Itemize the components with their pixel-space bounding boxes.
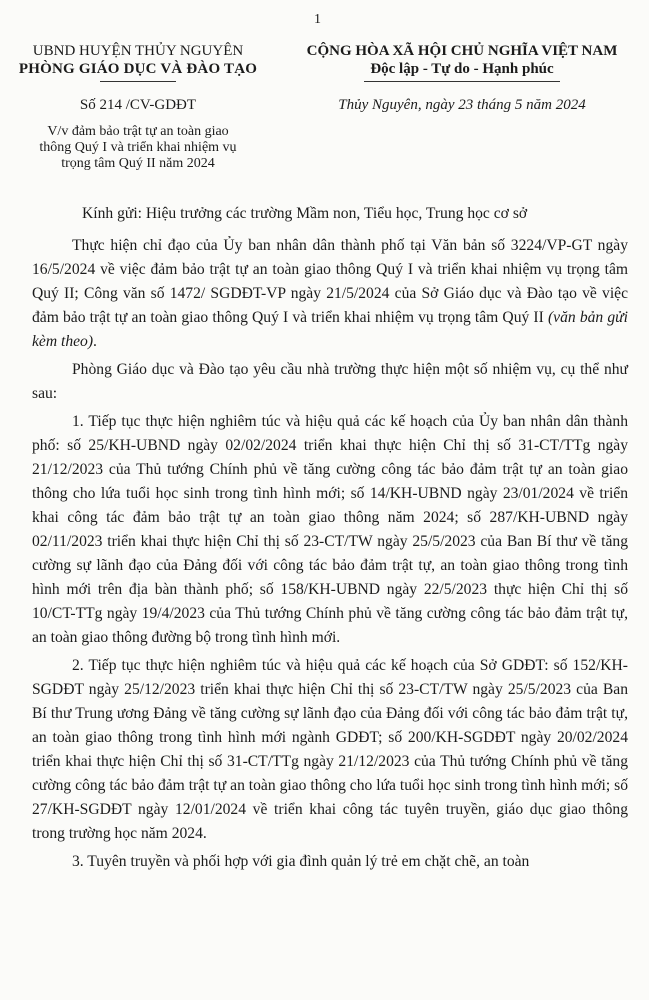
issuing-agency-block bbox=[8, 42, 268, 172]
document-subject bbox=[8, 124, 268, 172]
page-number: 1 bbox=[314, 12, 321, 27]
subject-line: thông Quý I và triển khai nhiệm vụ bbox=[39, 140, 237, 155]
subject-line: V/v đảm bảo trật tự an toàn giao bbox=[47, 124, 229, 139]
agency-name: PHÒNG GIÁO DỤC VÀ ĐÀO TẠO bbox=[18, 61, 258, 77]
place-and-date: Thủy Nguyên, ngày 23 tháng 5 năm 2024 bbox=[338, 97, 586, 113]
national-header-block bbox=[278, 42, 646, 114]
task-item-1: 1. Tiếp tục thực hiện nghiêm túc và hiệu quả các kế hoạch của Ủy ban nhân dân thành phố: số 25/KH-UBND ngày 02/02/2024 triển khai thực hiện Chỉ thị số 31-CT/TTg ngày 21/12/2023 của Thủ tướng Chính phủ về tăng cường công tác bảo đảm trật tự an toàn giao thông cho lứa tuổi học sinh trong tình hình mới; số 14/KH-UBND ngày 23/01/2024 về triển khai công tác đảm bảo trật tự an toàn giao thông năm 2024; số 287/KH-UBND ngày 02/11/2023 triển khai thực hiện Chỉ thị số 23-CT/TW ngày 25/5/2023 của Ban Bí thư về tăng cường sự lãnh đạo của Đảng đối với công tác bảo đảm trật tự, an toàn giao thông trong tình hình mới trên địa bàn thành phố; số 158/KH-UBND ngày 22/5/2023 thực hiện Chỉ thị số 10/CT-TTg ngày 19/4/2023 của Thủ tướng Chính phủ về tăng cường công tác bảo đảm trật tự, an toàn giao thông đường bộ trong tình hình mới. bbox=[32, 413, 628, 646]
document-number: Số 214 /CV-GDĐT bbox=[79, 97, 197, 113]
national-motto: Độc lập - Tự do - Hạnh phúc bbox=[370, 61, 554, 77]
salutation: Kính gửi: Hiệu trưởng các trường Mầm non, Tiểu học, Trung học cơ sở bbox=[82, 205, 528, 222]
document-body bbox=[32, 202, 628, 878]
national-title: CỘNG HÒA XÃ HỘI CHỦ NGHĨA VIỆT NAM bbox=[306, 43, 618, 59]
intro-paragraph bbox=[32, 234, 628, 354]
task-item-2: 2. Tiếp tục thực hiện nghiêm túc và hiệu quả các kế hoạch của Sở GDĐT: số 152/KH-SGDĐT ngày 25/12/2023 triển khai thực hiện Chỉ thị số 23-CT/TW ngày 25/5/2023 của Ban Bí thư Trung ương Đảng về tăng cường sự lãnh đạo của Đảng đối với công tác bảo đảm trật tự, an toàn giao thông trong tình hình mới ngành GDĐT; số 200/KH-SGDĐT ngày 20/02/2024 triển khai thực hiện Chỉ thị số 31-CT/TTg ngày 21/12/2023 của Thủ tướng Chính phủ về tăng cường công tác bảo đảm trật tự an toàn giao thông cho lứa tuổi học sinh trong tình hình mới; số 27/KH-SGDĐT ngày 12/01/2024 về triển khai công tác tuyên truyền, giáo dục giao thông trong trường học năm 2024. bbox=[32, 657, 628, 842]
motto-underline bbox=[364, 81, 560, 82]
request-paragraph: Phòng Giáo dục và Đào tạo yêu cầu nhà trường thực hiện một số nhiệm vụ, cụ thể như sau: bbox=[32, 361, 628, 402]
intro-end: . bbox=[93, 333, 97, 350]
agency-parent-name: UBND HUYỆN THỦY NGUYÊN bbox=[32, 43, 244, 59]
agency-underline bbox=[100, 81, 176, 82]
intro-text: Thực hiện chỉ đạo của Ủy ban nhân dân thành phố tại Văn bản số 3224/VP-GT ngày 16/5/2024 về việc đảm bảo trật tự an toàn giao thông Quý I và triển khai nhiệm vụ trọng tâm Quý II; Công văn số 1472/ SGDĐT-VP ngày 21/5/2024 của Sở Giáo dục và Đào tạo về việc đảm bảo trật tự an toàn giao thông Quý I và triển khai nhiệm vụ trọng tâm Quý II bbox=[32, 237, 628, 326]
task-item-3: 3. Tuyên truyền và phối hợp với gia đình quản lý trẻ em chặt chẽ, an toàn bbox=[72, 853, 530, 870]
subject-line: trọng tâm Quý II năm 2024 bbox=[61, 156, 215, 171]
attachment-note: (văn bản gửi kèm theo) bbox=[32, 309, 628, 350]
